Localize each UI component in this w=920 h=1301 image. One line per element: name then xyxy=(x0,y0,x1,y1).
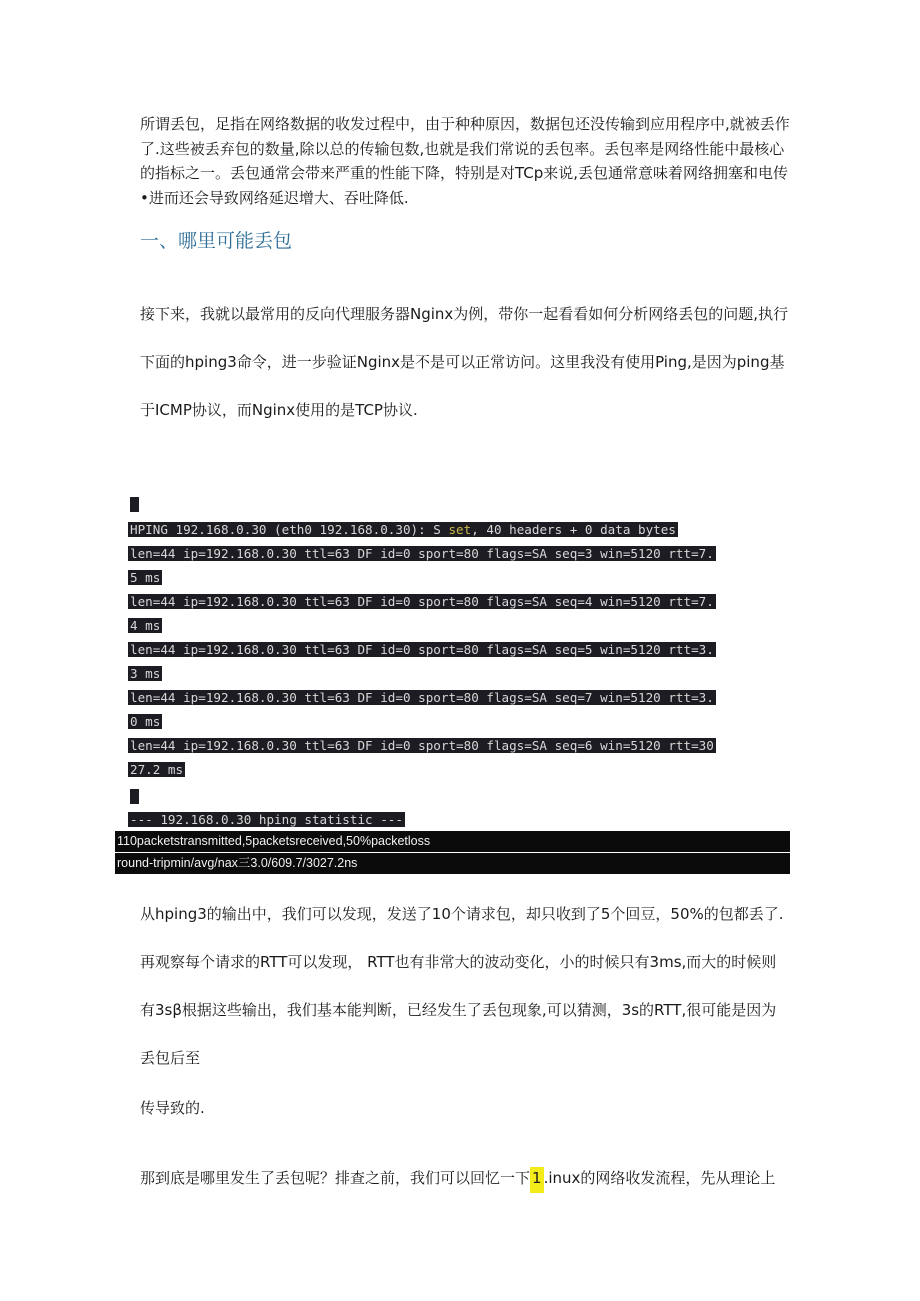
terminal-line: 4 ms xyxy=(130,618,161,633)
terminal-line: 3 ms xyxy=(130,666,161,681)
terminal-line: len=44 ip=192.168.0.30 ttl=63 DF id=0 sport=80 flags=SA seq=5 win=5120 rtt=3. xyxy=(130,642,714,657)
analysis-paragraph: 从hping3的输出中，我们可以发现，发送了10个请求包，却只收到了5个回豆，50%的包都丢了.再观察每个请求的RTT可以发现， RTT也有非常大的波动变化，小的时候只有3ms,而大的时候则有3sβ根据这些输出，我们基本能判断，已经发生了丢包现象,可以猜测，3s的RTT,很可能是因为丢包后至 xyxy=(140,905,784,1067)
terminal-line: 5 ms xyxy=(130,570,161,585)
terminal-line: len=44 ip=192.168.0.30 ttl=63 DF id=0 sport=80 flags=SA seq=7 win=5120 rtt=3. xyxy=(130,690,714,705)
terminal-line: len=44 ip=192.168.0.30 ttl=63 DF id=0 sport=80 flags=SA seq=6 win=5120 rtt=30 xyxy=(130,738,714,753)
highlight-mark: 1 xyxy=(530,1167,544,1193)
header-keyword: set xyxy=(448,522,472,537)
nginx-intro-paragraph: 接下来，我就以最常用的反向代理服务器Nginx为例，带你一起看看如何分析网络丢包的问题,执行下面的hping3命令，进一步验证Nginx是不是可以正常访问。这里我没有使用Ping,是因为ping基于ICMP协议，而Nginx使用的是TCP协议. xyxy=(140,305,789,419)
terminal-cursor xyxy=(130,789,139,804)
terminal-statistic-line: --- 192.168.0.30 hping statistic --- xyxy=(130,812,403,827)
intro-paragraph: 所谓丢包，足指在网络数据的收发过程中，由于种种原因，数据包还没传输到应用程序中,就被丢作了.这些被丢弃包的数量,除以总的传输包数,也就是我们常说的丢包率。丢包率是网络性能中最核心的指标之一。丢包通常会带来严重的性能下降，特别是对TCp来说,丢包通常意味着网络拥塞和电传•进而还会导致网络延迟增大、吞吐降低. xyxy=(140,115,790,207)
terminal-header-line xyxy=(128,521,678,538)
closing-paragraph xyxy=(140,1160,790,1196)
header-post: , 40 headers + 0 data bytes xyxy=(471,522,676,537)
terminal-line: len=44 ip=192.168.0.30 ttl=63 DF id=0 sport=80 flags=SA seq=4 win=5120 rtt=7. xyxy=(130,594,714,609)
header-pre: HPING 192.168.0.30 (eth0 192.168.0.30): S xyxy=(130,522,449,537)
section-heading: 一、哪里可能丢包 xyxy=(140,230,293,252)
terminal-line: 0 ms xyxy=(130,714,161,729)
closing-text-after: .inux的网络收发流程，先从理论上 xyxy=(543,1169,776,1187)
analysis-tail: 传导致的. xyxy=(140,1099,205,1117)
terminal-output xyxy=(128,494,778,828)
round-trip-line: round-tripmin/avg/nax三3.0/609.7/3027.2ns xyxy=(115,853,790,874)
terminal-line: len=44 ip=192.168.0.30 ttl=63 DF id=0 sport=80 flags=SA seq=3 win=5120 rtt=7. xyxy=(130,546,714,561)
packet-stats-line: 110packetstransmitted,5packetsreceived,50%packetloss xyxy=(115,831,790,852)
closing-text-before: 那到底是哪里发生了丢包呢？排查之前，我们可以回忆一下 xyxy=(140,1169,531,1187)
terminal-cursor xyxy=(130,497,139,512)
terminal-line: 27.2 ms xyxy=(130,762,184,777)
